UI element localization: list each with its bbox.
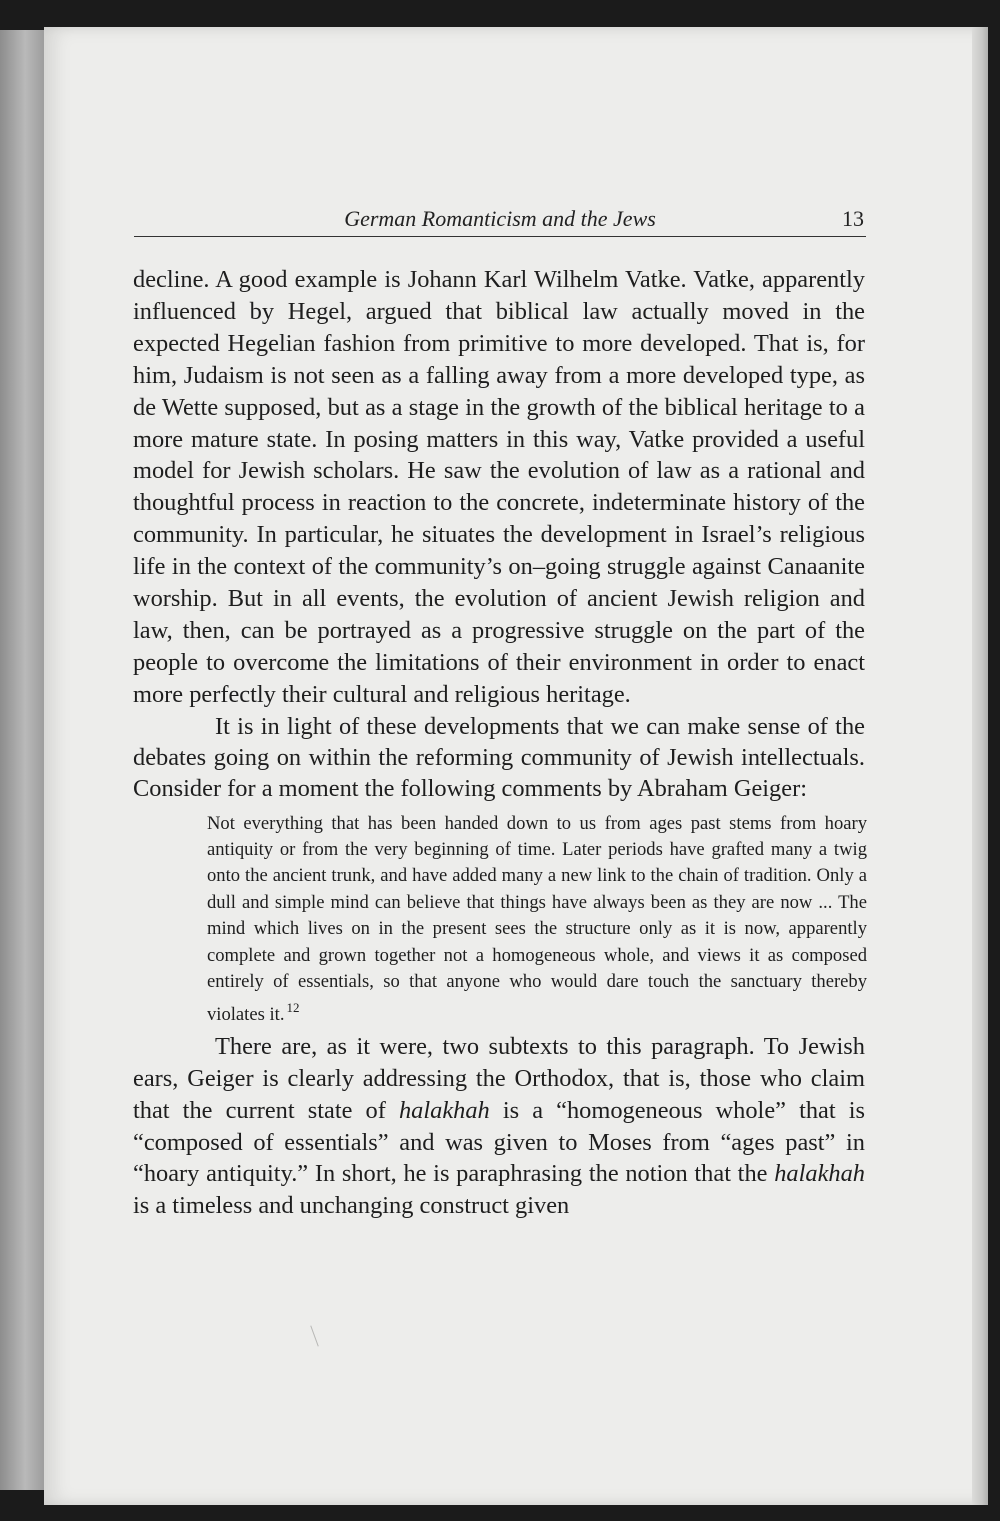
paragraph-3-text-3: is a timeless and unchanging construct given xyxy=(133,1192,570,1220)
block-quote xyxy=(207,811,867,1029)
running-title: German Romanticism and the Jews xyxy=(344,206,656,231)
page-number: 13 xyxy=(842,206,864,231)
body-text xyxy=(133,264,865,1222)
page-stack-edge xyxy=(972,27,988,1505)
italic-term-halakhah: halakhah xyxy=(774,1160,865,1188)
paragraph-3-text-2: is a “homogeneous whole” that is “composed of essentials” and was given to Moses from “ages past” in “hoary antiquity.” In short, he is paraphrasing the notion that the xyxy=(133,1096,866,1188)
paragraph-2: It is in light of these developments that we can make sense of the debates going on within the reforming community of Jewish intellectuals. Consider for a moment the following comments by Abraham Geiger: xyxy=(133,712,865,803)
previous-page-edge xyxy=(0,30,46,1490)
footnote-reference: 12 xyxy=(286,1000,300,1016)
paragraph-3-text-1: There are, as it were, two subtexts to this paragraph. To Jewish ears, Geiger is clearly addressing the Orthodox, that is, those who claim that the current state of xyxy=(133,1032,865,1124)
paragraph-1: decline. A good example is Johann Karl Wilhelm Vatke. Vatke, apparently influenced by Hegel, argued that biblical law actually moved in the expected Hegelian fashion from primitive to more developed. That is, for him, Judaism is not seen as a falling away from a more developed type, as de Wette supposed, but as a stage in the growth of the biblical heritage to a more mature state. In posing matters in this way, Vatke provided a useful model for Jewish scholars. He saw the evolution of law as a rational and thoughtful process in reaction to the concrete, indeterminate history of the community. In particular, he situates the development in Israel’s religious life in the context of the community’s on–going struggle against Canaanite worship. But in all events, the evolution of ancient Jewish religion and law, then, can be portrayed as a progressive struggle on the part of the people to overcome the limitations of their environment in order to enact more perfectly their cultural and religious heritage. xyxy=(133,266,865,708)
block-quote-text: Not everything that has been handed down to us from ages past stems from hoary antiquity or from the very beginning of time. Later periods have grafted many a twig onto the ancient trunk, and have added many a new link to the chain of tradition. Only a dull and simple mind can believe that things have always been as they are now ... The mind which lives on in the present sees the structure only as it is now, apparently complete and grown together not a homogeneous whole, and views it as composed entirely of essentials, so that anyone who would dare touch the sanctuary thereby violates it. xyxy=(207,812,867,1026)
paragraph-3 xyxy=(133,1031,865,1222)
italic-term-halakhah: halakhah xyxy=(398,1096,490,1124)
running-header xyxy=(134,204,866,237)
